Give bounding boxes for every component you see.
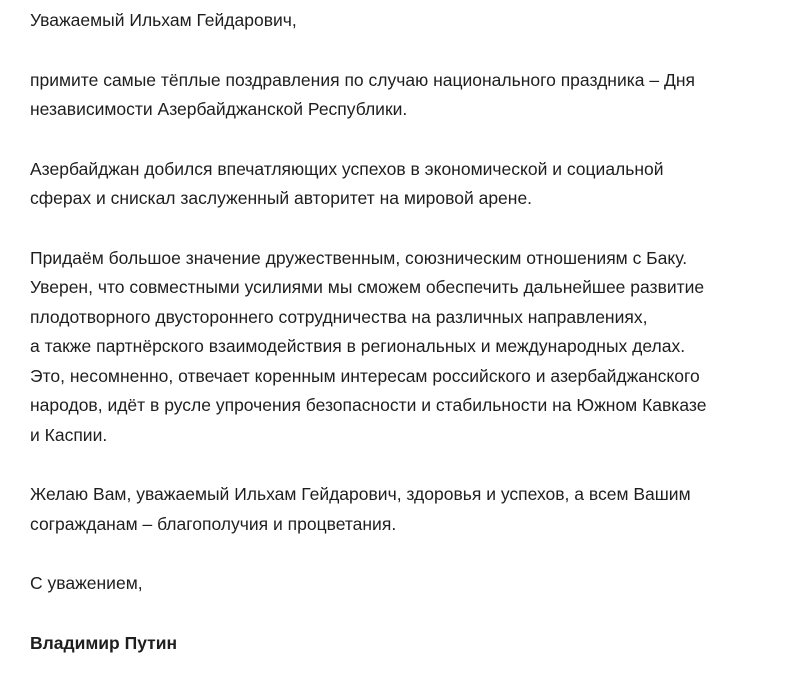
paragraph-line: Азербайджан добился впечатляющих успехов в экономической и социальной: [30, 158, 664, 179]
paragraph-line: сферах и снискал заслуженный авторитет на мировой арене.: [30, 188, 533, 208]
letter-body: [30, 6, 790, 658]
paragraph-line: согражданам – благополучия и процветания.: [30, 513, 397, 534]
letter-paragraph-relations: [30, 244, 790, 451]
letter-paragraph-wishes: [30, 480, 790, 539]
paragraph-line: Придаём большое значение дружественным, союзническим отношениям с Баку.: [30, 247, 688, 268]
letter-paragraph-achievements: [30, 155, 790, 214]
paragraph-line: народов, идёт в русле упрочения безопасности и стабильности на Южном Кавказе: [30, 395, 707, 415]
paragraph-line: и Каспии.: [30, 424, 108, 445]
paragraph-line: Желаю Вам, уважаемый Ильхам Гейдарович, здоровья и успехов, а всем Вашим: [30, 484, 691, 504]
letter-closing: С уважением,: [30, 573, 143, 593]
paragraph-line: примите самые тёплые поздравления по случаю национального праздника – Дня: [30, 69, 695, 90]
paragraph-line: плодотворного двустороннего сотрудничества на различных направлениях,: [30, 306, 648, 327]
letter-signature: Владимир Путин: [30, 632, 178, 653]
letter-paragraph-congratulations: [30, 66, 790, 125]
paragraph-line: независимости Азербайджанской Республики.: [30, 99, 408, 119]
paragraph-line: Уверен, что совместными усилиями мы сможем обеспечить дальнейшее развитие: [30, 277, 705, 297]
paragraph-line: Это, несомненно, отвечает коренным интересам российского и азербайджанского: [30, 365, 700, 386]
paragraph-line: а также партнёрского взаимодействия в региональных и международных делах.: [30, 336, 686, 356]
letter-greeting: Уважаемый Ильхам Гейдарович,: [30, 10, 297, 30]
